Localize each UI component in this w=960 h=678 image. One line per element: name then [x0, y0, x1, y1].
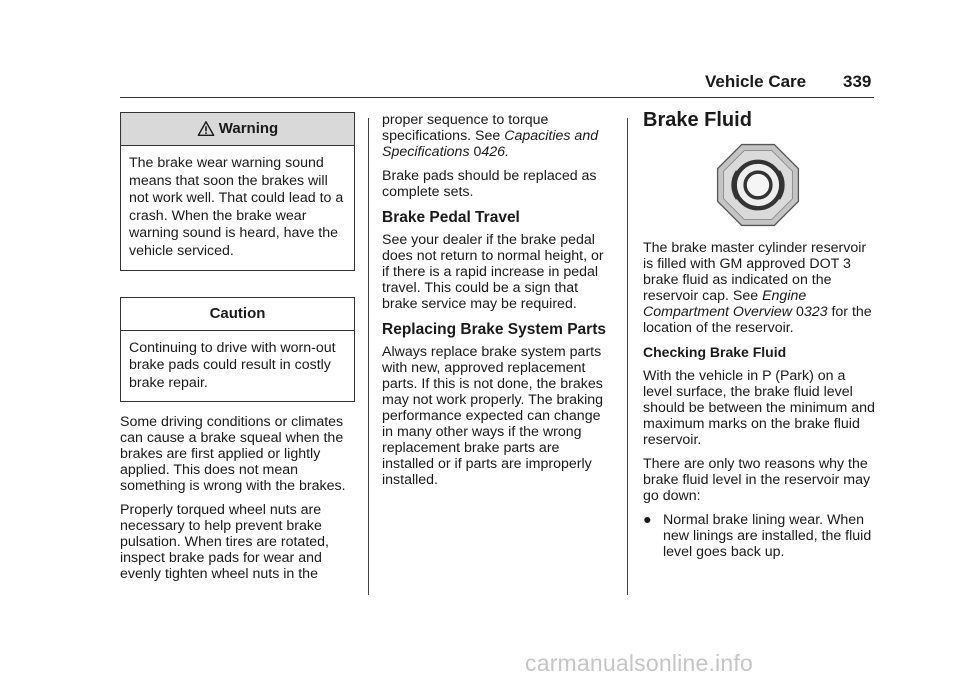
paragraph [643, 240, 875, 336]
column-middle [382, 112, 612, 496]
section-heading: Brake Fluid [643, 109, 752, 131]
header-rule [120, 97, 874, 98]
paragraph [382, 112, 612, 160]
warning-box-header [121, 113, 354, 146]
page-number: 339 [843, 72, 872, 91]
caution-text: Continuing to drive with worn-out brake pads could result in costly brake repair. [129, 339, 336, 391]
list-item [643, 512, 875, 560]
page-ref-symbol: 0 [795, 304, 804, 320]
column-divider [627, 118, 628, 595]
subheading: Checking Brake Fluid [643, 344, 787, 360]
caution-box-header [121, 298, 354, 331]
paragraph: See your dealer if the brake pedal does not return to normal height, or if there is a rapid increase in pedal travel. This could be a sign that brake service may be required. [382, 232, 604, 312]
caution-heading: Caution [209, 304, 266, 322]
paragraph: Properly torqued wheel nuts are necessary to help prevent brake pulsation. When tires are rotated, inspect brake pads for wear and evenly tighten wheel nuts in the [120, 502, 329, 583]
brake-fluid-symbol-icon [715, 142, 801, 228]
section-title: Vehicle Care [705, 72, 807, 91]
paragraph-text: proper sequence to torque specifications. See [382, 112, 549, 144]
caution-box [120, 297, 355, 403]
page-ref-number[interactable]: 323 [803, 304, 828, 320]
paragraph: With the vehicle in P (Park) on a level surface, the brake fluid level should be between the minimum and maximum marks on the brake fluid reservoir. [643, 368, 875, 448]
subheading: Brake Pedal Travel [382, 209, 520, 226]
column-divider [368, 118, 369, 595]
warning-triangle-icon [197, 120, 215, 138]
warning-box [120, 112, 355, 271]
warning-heading: Warning [218, 120, 279, 137]
cross-reference-link[interactable]: Engine Compartment Overview [643, 288, 807, 320]
watermark: carmanualsonline.info [525, 650, 753, 676]
page-ref-number[interactable]: 426 [481, 144, 506, 160]
paragraph-text: . [505, 144, 510, 160]
paragraph-text: for the location of the reservoir. [643, 304, 872, 336]
paragraph-text: The brake master cylinder reservoir is filled with GM approved DOT 3 brake fluid as indicated on the reservoir cap. See [643, 240, 867, 304]
cross-reference-link[interactable]: Capacities and Specifications [382, 128, 599, 160]
list-item-text: Normal brake lining wear. When new linings are installed, the fluid level goes back up. [663, 512, 872, 560]
subheading: Replacing Brake System Parts [382, 321, 606, 338]
paragraph: There are only two reasons why the brake fluid level in the reservoir may go down: [643, 456, 871, 504]
bullet-marker: ● [643, 512, 652, 528]
warning-text: The brake wear warning sound means that soon the brakes will not work well. That could lead to a crash. When the brake wear warning sound is heard, have the vehicle serviced. [129, 155, 344, 259]
paragraph: Brake pads should be replaced as complete sets. [382, 168, 597, 200]
column-left [120, 112, 355, 590]
paragraph: Some driving conditions or climates can cause a brake squeal when the brakes are first applied or lightly applied. This does not mean something is wrong with the brakes. [120, 414, 346, 495]
paragraph: Always replace brake system parts with new, approved replacement parts. If this is not done, the brakes may not work properly. The braking performance expected can change in many other ways if the wrong replacement brake parts are installed or if parts are improperly installed. [382, 344, 604, 488]
page-ref-symbol: 0 [473, 144, 482, 160]
column-right [643, 109, 875, 560]
